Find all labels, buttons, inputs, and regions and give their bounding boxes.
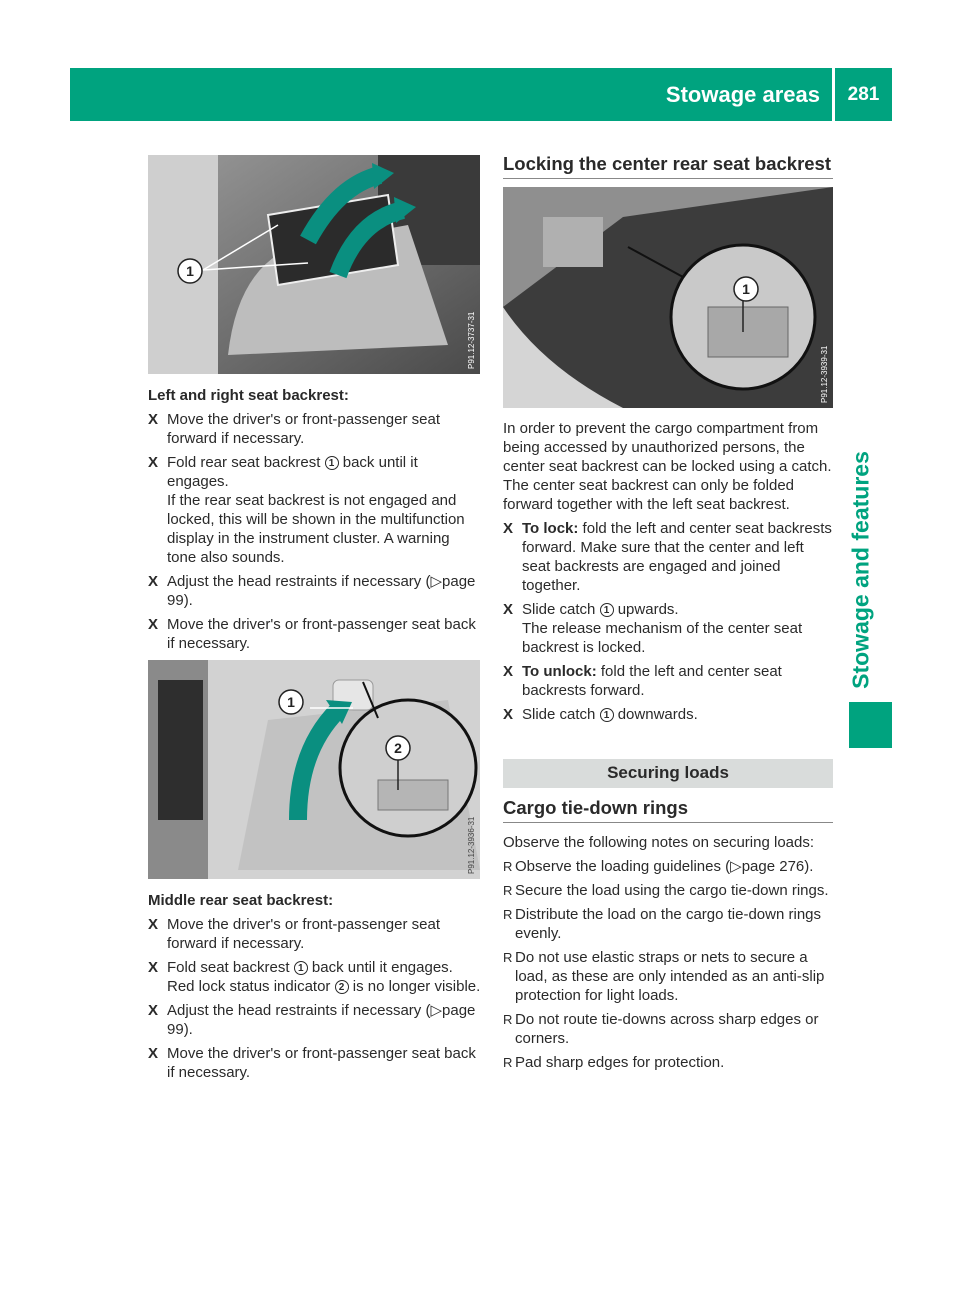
callout-ref-1: 1 [325,456,339,470]
photo-left-right-backrest [148,155,480,374]
section-rule [503,822,833,823]
bullet-item: R Pad sharp edges for protection. [503,1054,725,1071]
step: X Adjust the head restraints if necessary (▷page 99). [148,1002,476,1038]
step: X Adjust the head restraints if necessary (▷page 99). [148,573,476,609]
subheading-left-right: Left and right seat backrest: [148,387,349,404]
side-tab-label: Stowage and features [847,451,874,689]
step: X Slide catch 1 upwards. The release mechanism of the center seat backrest is locked. [503,601,803,656]
page-reference-link[interactable]: page 99 [167,573,476,609]
section-rule [503,178,833,179]
page-number: 281 [847,84,880,105]
step: X Move the driver's or front-passenger seat forward if necessary. [148,916,440,952]
photo-center-backrest-catch [503,187,833,408]
notes-intro: Observe the following notes on securing loads: [503,834,815,851]
callout-ref-1: 1 [294,961,308,975]
section-title-tie-down: Cargo tie-down rings [503,797,688,818]
intro-paragraph: In order to prevent the cargo compartment from being accessed by unauthorized persons, the center seat backrest can be locked using a catch. The center seat backrest can only be folded forward together with the left seat backrest. [503,420,832,513]
step: X Move the driver's or front-passenger seat forward if necessary. [148,411,440,447]
bullet-item: R Secure the load using the cargo tie-down rings. [503,882,829,899]
bullet-item: R Observe the loading guidelines (▷page 276). [503,858,814,875]
step: X Fold rear seat backrest 1 back until it engages. If the rear seat backrest is not engaged and locked, this will be shown in the multifunction display in the instrument cluster. A warning tone also sounds. [148,454,465,566]
callout-ref-1: 1 [600,708,614,722]
side-tab-marker [849,702,892,748]
image-code: P91.12-3939-31 [820,345,829,403]
svg-text:1: 1 [287,694,295,710]
step: X Slide catch 1 downwards. [503,706,698,723]
band-title: Securing loads [607,763,729,782]
subheading-middle: Middle rear seat backrest: [148,892,334,909]
step: X To unlock: fold the left and center seat backrests forward. [503,663,782,699]
left-column-block-1 [148,386,482,653]
bullet-item: R Do not use elastic straps or nets to secure a load, as these are only intended as an anti-slip protection for light loads. [503,949,825,1004]
svg-text:2: 2 [394,740,402,756]
step: X Fold seat backrest 1 back until it engages. Red lock status indicator 2 is no longer visible. [148,959,481,995]
right-column-block-2 [503,833,833,1072]
page-section-title: Stowage areas [665,82,820,107]
step: X Move the driver's or front-passenger seat back if necessary. [148,1045,476,1081]
step: X To lock: fold the left and center seat backrests forward. Make sure that the center and left seat backrests are engaged and joined together. [503,520,832,594]
svg-text:1: 1 [186,263,194,279]
callout-ref-1: 1 [600,603,614,617]
image-code: P91.12-3936-31 [467,816,476,874]
bullet-item: R Distribute the load on the cargo tie-down rings evenly. [503,906,822,942]
svg-text:1: 1 [742,281,750,297]
section-title-locking: Locking the center rear seat backrest [503,153,832,174]
bullet-item: R Do not route tie-downs across sharp edges or corners. [503,1011,819,1047]
right-column-block-1 [503,419,833,724]
image-code: P91.12-3737-31 [467,311,476,369]
header-bar [70,68,892,121]
page-reference-link[interactable]: page 276 [741,858,805,875]
step: X Move the driver's or front-passenger seat back if necessary. [148,616,476,652]
left-column-block-2 [148,891,482,1082]
photo-middle-backrest [148,660,480,879]
callout-ref-2: 2 [335,980,349,994]
page-reference-link[interactable]: page 99 [167,1002,476,1038]
